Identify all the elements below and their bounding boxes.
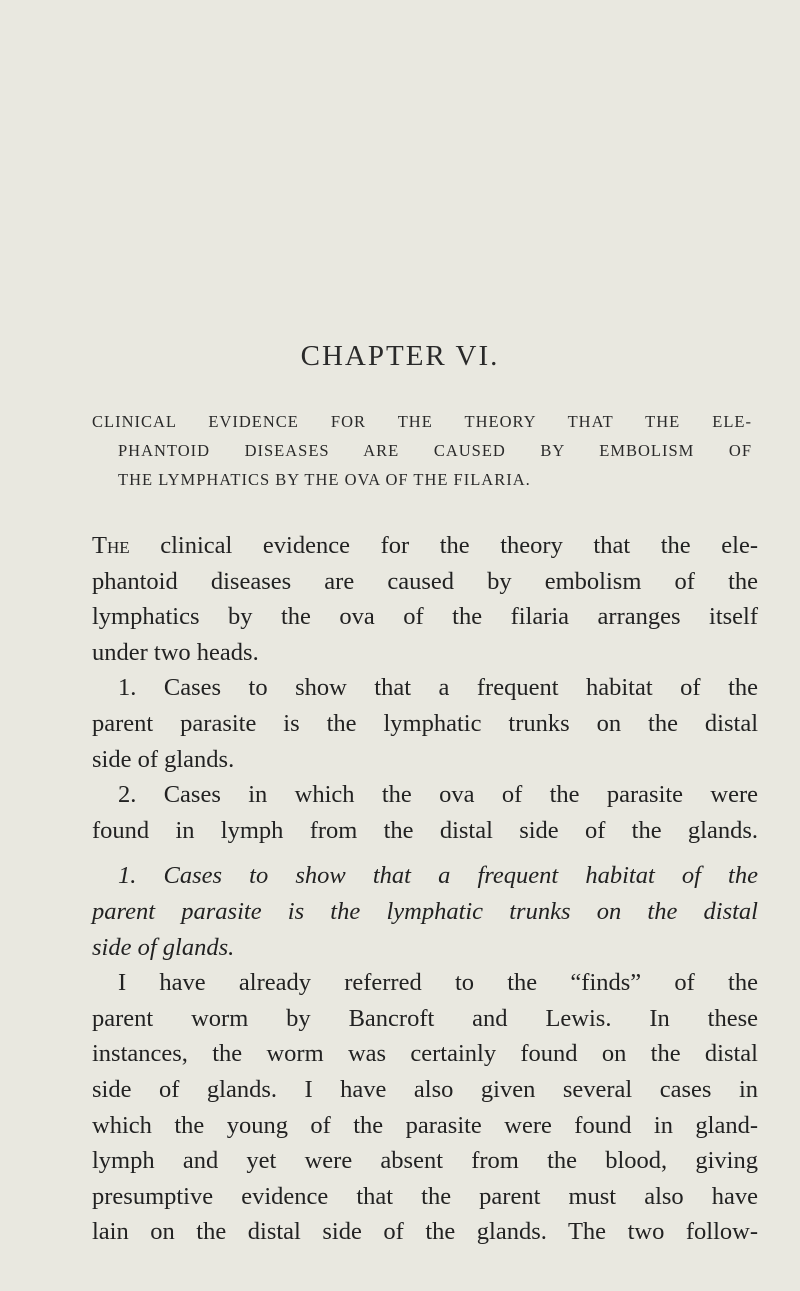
paragraph-line: instances, the worm was certainly found on the distal xyxy=(92,1040,758,1068)
subtitle-line: THE LYMPHATICS BY THE OVA OF THE FILARIA. xyxy=(118,470,531,489)
section-heading-line: 1. Cases to show that a frequent habitat of the xyxy=(118,862,758,890)
point-1-line: parent parasite is the lymphatic trunks on the distal xyxy=(92,709,758,737)
body-text xyxy=(92,528,758,1250)
paragraph-line: I have already referred to the “finds” of the xyxy=(118,969,758,997)
intro-line: phantoid diseases are caused by embolism of the xyxy=(92,567,758,595)
intro-first-word: The xyxy=(92,532,130,559)
point-2-line: 2. Cases in which the ova of the parasite were xyxy=(118,781,758,809)
intro-line: lymphatics by the ova of the filaria arranges itself xyxy=(92,603,758,631)
point-1-line: 1. Cases to show that a frequent habitat of the xyxy=(118,674,758,702)
paragraph-line: lymph and yet were absent from the blood, giving xyxy=(92,1147,758,1175)
section-gap xyxy=(92,848,758,858)
subtitle-line: PHANTOID DISEASES ARE CAUSED BY EMBOLISM OF xyxy=(118,441,752,460)
intro-line: under two heads. xyxy=(92,638,259,666)
intro-first-line-rest: clinical evidence for the theory that the ele- xyxy=(129,532,758,559)
section-heading-line: side of glands. xyxy=(92,933,235,961)
paragraph-line: parent worm by Bancroft and Lewis. In these xyxy=(92,1004,758,1032)
point-1-line: side of glands. xyxy=(92,745,235,773)
subtitle-line: CLINICAL EVIDENCE FOR THE THEORY THAT THE ELE- xyxy=(92,412,752,431)
paragraph-line: presumptive evidence that the parent must also have xyxy=(92,1182,758,1210)
section-heading-line: parent parasite is the lymphatic trunks on the distal xyxy=(92,897,758,925)
intro-first-line xyxy=(92,528,758,564)
paragraph-line: which the young of the parasite were found in gland- xyxy=(92,1111,758,1139)
chapter-subtitle xyxy=(92,407,752,494)
paragraph-line: lain on the distal side of the glands. The two follow- xyxy=(92,1218,758,1246)
chapter-title: CHAPTER VI. xyxy=(300,340,500,372)
point-2-line: found in lymph from the distal side of the glands. xyxy=(92,816,758,844)
paragraph-line: side of glands. I have also given several cases in xyxy=(92,1075,758,1103)
